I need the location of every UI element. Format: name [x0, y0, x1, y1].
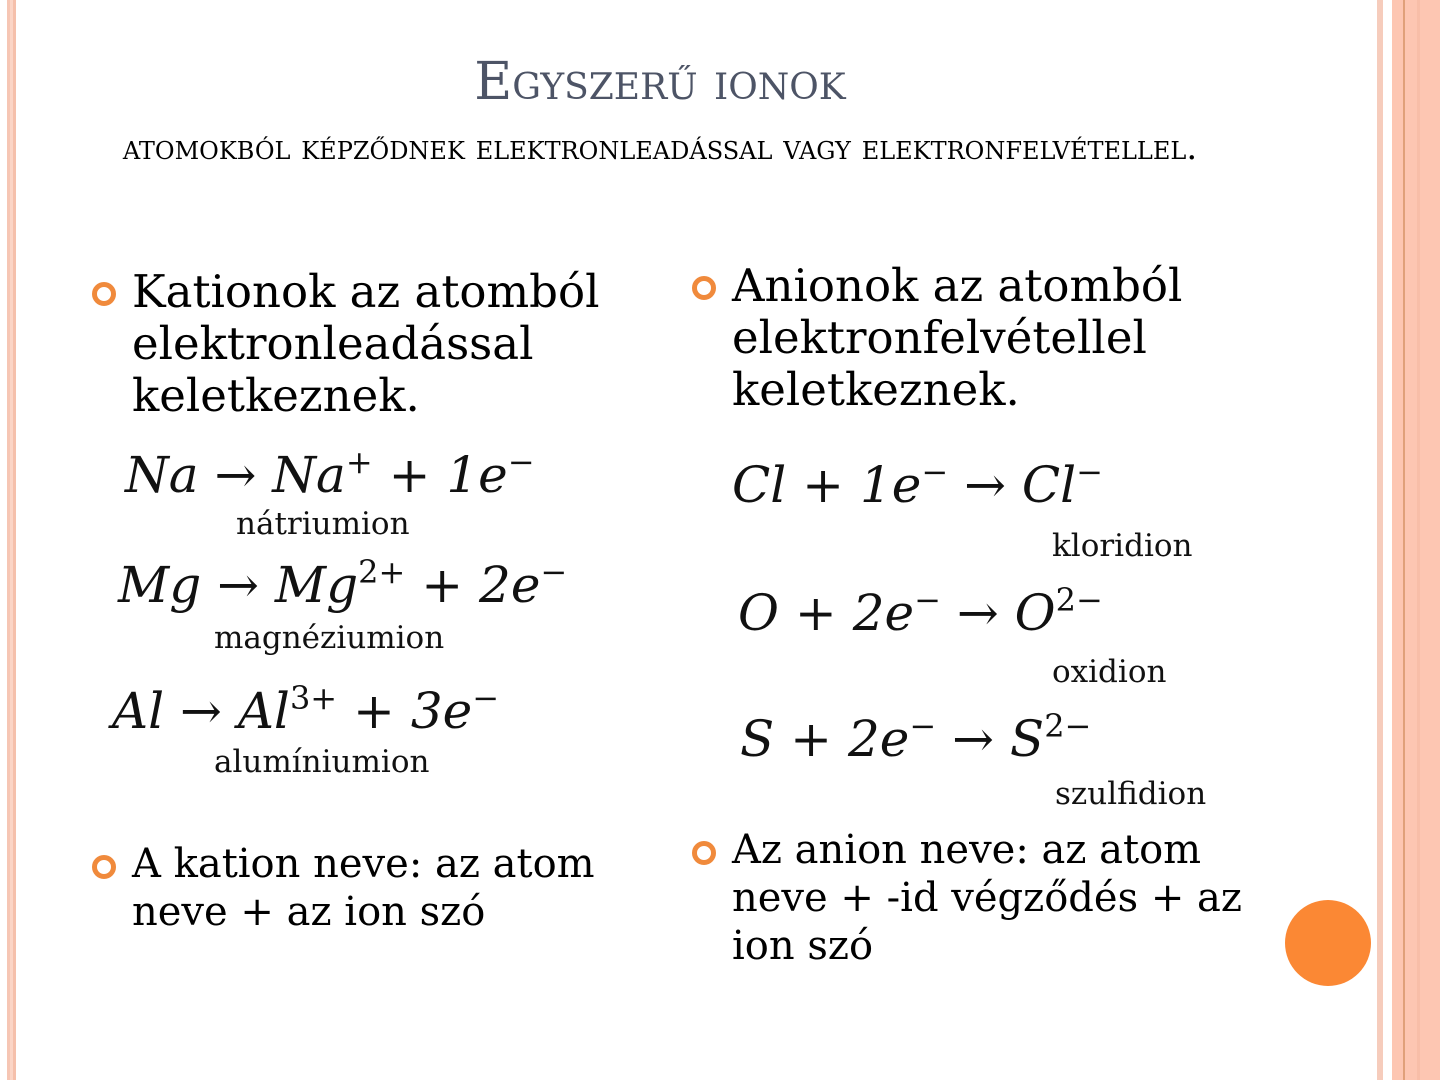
eq-reactant: Mg: [118, 556, 202, 614]
equation-sulfur: [740, 706, 1092, 768]
eq-charge: 3+: [289, 678, 338, 717]
eq-ion: Al: [237, 682, 290, 740]
eq-electrons: 1e: [859, 456, 922, 514]
bullet-line: keletkeznek.: [132, 369, 420, 422]
right-border-shade: [1417, 0, 1420, 1080]
bullet-line: keletkeznek.: [732, 363, 1020, 416]
eq-ion: Cl: [1021, 456, 1077, 514]
decorative-orange-circle: [1285, 900, 1371, 986]
eq-charge: −: [1076, 452, 1103, 491]
eq-plus: +: [421, 556, 464, 614]
eq-charge: 2−: [1044, 706, 1092, 745]
arrow-icon: →: [956, 584, 999, 642]
bullet-line: elektronfelvétellel: [732, 311, 1147, 364]
bullet-anions-definition: [692, 260, 1182, 416]
left-border-stripe: [13, 0, 16, 1080]
eq-plus: +: [353, 682, 395, 740]
ion-label-aluminium: alumíniumion: [214, 744, 430, 780]
eq-plus: +: [802, 456, 845, 514]
equation-chlorine: [732, 452, 1103, 514]
ion-label-magnesium: magnéziumion: [214, 620, 445, 656]
eq-electrons: 2e: [479, 556, 541, 614]
ion-label-sodium: nátriumion: [236, 506, 410, 542]
bullet-line: neve + az ion szó: [132, 889, 486, 935]
right-border-band: [1392, 0, 1440, 1080]
equation-magnesium: [118, 552, 568, 614]
bullet-line: A kation neve: az atom: [132, 841, 595, 887]
eq-plus: +: [794, 584, 837, 642]
arrow-icon: →: [952, 710, 995, 768]
ion-label-sulfide: szulfidion: [1055, 776, 1207, 812]
slide-title: Egyszerű ionok: [474, 52, 846, 112]
bullet-ring-icon: [692, 841, 716, 865]
eq-ion: Na: [272, 446, 346, 504]
arrow-icon: →: [964, 456, 1006, 514]
eq-electrons: 1e: [446, 446, 508, 504]
bullet-line: Kationok az atomból: [132, 265, 600, 318]
bullet-cations-definition: [92, 266, 599, 422]
bullet-cation-naming: [92, 840, 595, 936]
arrow-icon: →: [214, 446, 257, 504]
eq-plus: +: [388, 446, 431, 504]
bullet-ring-icon: [692, 276, 716, 300]
eq-electrons: 2e: [852, 584, 915, 642]
equation-aluminium: [112, 678, 500, 740]
eq-electron-charge: −: [909, 706, 937, 745]
bullet-line: Anionok az atomból: [732, 259, 1183, 312]
eq-reactant: Al: [112, 682, 165, 740]
bullet-ring-icon: [92, 855, 116, 879]
eq-plus: +: [790, 710, 833, 768]
ion-label-chloride: kloridion: [1052, 528, 1193, 564]
eq-charge: +: [345, 442, 373, 481]
eq-electrons: 2e: [847, 710, 910, 768]
bullet-ring-icon: [92, 282, 116, 306]
arrow-icon: →: [217, 556, 260, 614]
ion-label-oxide: oxidion: [1052, 654, 1167, 690]
eq-electrons: 3e: [410, 682, 473, 740]
arrow-icon: →: [180, 682, 222, 740]
eq-reactant: Na: [125, 446, 199, 504]
eq-electron-charge: −: [472, 678, 500, 717]
eq-ion: O: [1014, 584, 1056, 642]
slide-subtitle: atomokból képződnek elektronleadással vagy elektronfelvétellel.: [122, 128, 1198, 168]
eq-reactant: O: [738, 584, 779, 642]
eq-ion: Mg: [274, 556, 359, 614]
eq-charge: 2−: [1055, 580, 1103, 619]
eq-electron-charge: −: [921, 452, 949, 491]
bullet-line: Az anion neve: az atom: [732, 827, 1202, 873]
eq-electron-charge: −: [540, 552, 568, 591]
equation-sodium: [125, 442, 535, 504]
eq-ion: S: [1009, 710, 1045, 768]
eq-charge: 2+: [358, 552, 406, 591]
bullet-line: elektronleadással: [132, 317, 534, 370]
equation-oxygen: [738, 580, 1103, 642]
bullet-anion-naming: [692, 826, 1242, 970]
eq-reactant: S: [740, 710, 775, 768]
eq-reactant: Cl: [732, 456, 787, 514]
eq-electron-charge: −: [914, 580, 941, 619]
eq-electron-charge: −: [507, 442, 535, 481]
bullet-line: ion szó: [732, 923, 874, 969]
right-border-stripe: [1377, 0, 1383, 1080]
right-border-line: [1403, 0, 1405, 1080]
bullet-line: neve + -id végződés + az: [732, 875, 1242, 921]
